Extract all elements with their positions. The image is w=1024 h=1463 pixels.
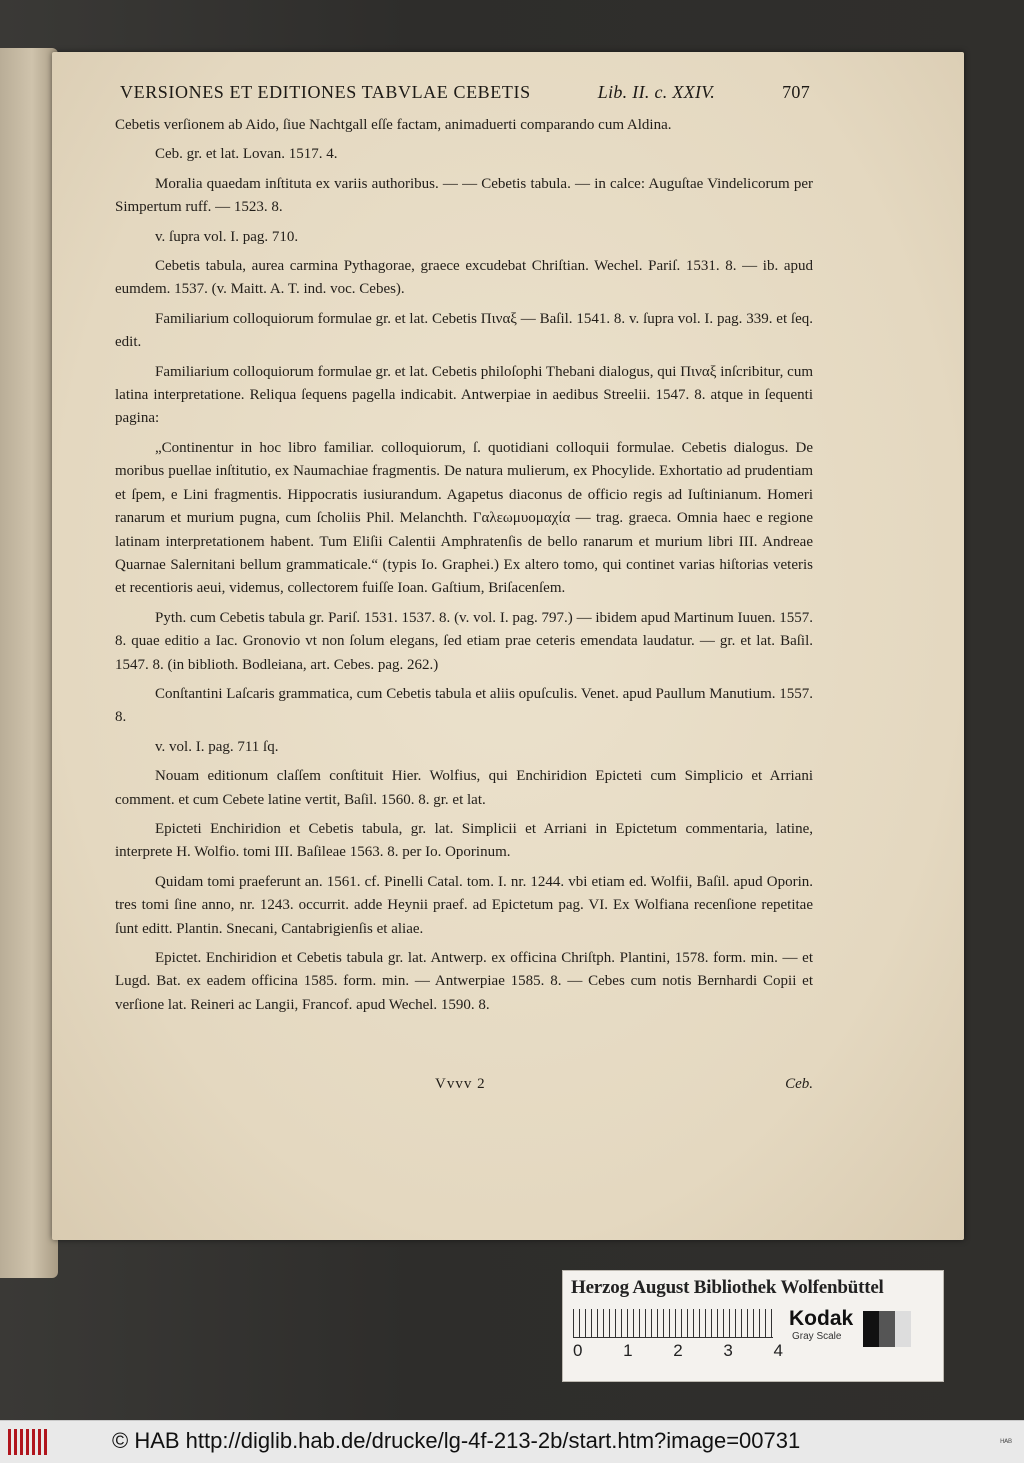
- paragraph: Familiarium colloquiorum formulae gr. et lat. Cebetis philoſophi Thebani dialogus, qui Πιναξ inſcribitur, cum latina interpretatione. Reliqua ſequens pagella indicabit. Antwerpiae in aedibus Streelii. 1547. 8. atque in ſequenti pagina:: [115, 363, 813, 427]
- gray-patches: [863, 1311, 911, 1347]
- page-footer: [115, 1076, 813, 1093]
- paragraph: Moralia quaedam inſtituta ex variis authoribus. — — Cebetis tabula. — in calce: Auguſtae Vindelicorum per Simpertum ruff. — 1523. 8.: [115, 175, 813, 216]
- paragraph: Cebetis verſionem ab Aido, ſiue Nachtgall eſſe factam, animaduerti comparando cum Aldina.: [115, 117, 672, 133]
- catchword: Ceb.: [785, 1076, 813, 1092]
- gray-scale-label: Gray Scale: [792, 1331, 842, 1342]
- paragraph: Ceb. gr. et lat. Lovan. 1517. 4.: [155, 146, 338, 163]
- ruler-number: 4: [773, 1341, 783, 1360]
- paragraph: Nouam editionum claſſem conſtituit Hier. Wolfius, qui Enchiridion Epicteti cum Simplicio et Arriani comment. et cum Cebete latine vertit, Baſil. 1560. 8. gr. et lat.: [115, 768, 813, 808]
- ruler-number: 2: [673, 1341, 683, 1360]
- paragraph: Conſtantini Laſcaris grammatica, cum Cebetis tabula et aliis opuſculis. Venet. apud Paullum Manutium. 1557. 8.: [115, 685, 813, 726]
- gray-patch: [879, 1311, 895, 1347]
- paragraph: Epicteti Enchiridion et Cebetis tabula, gr. lat. Simplicii et Arriani in Epictetum commentaria, latine, interprete H. Wolfio. tomi III. Baſileae 1563. 8. per Io. Oporinum.: [115, 820, 813, 861]
- page-number: 707: [782, 82, 810, 102]
- ruler-number: 0: [573, 1341, 583, 1360]
- ruler-numbers: [573, 1341, 783, 1361]
- paragraph: Familiarium colloquiorum formulae gr. et lat. Cebetis Πιναξ — Baſil. 1541. 8. v. ſupra vol. I. pag. 339. et ſeq. edit.: [115, 310, 813, 351]
- body-text: [115, 114, 813, 1023]
- header-title: VERSIONES ET EDITIONES TABVLAE CEBETIS: [120, 82, 531, 102]
- scale-ruler: [573, 1309, 773, 1338]
- library-name: Herzog August Bibliothek Wolfenbüttel: [571, 1277, 884, 1298]
- running-header: [120, 82, 810, 103]
- paragraph: Pyth. cum Cebetis tabula gr. Pariſ. 1531. 1537. 8. (v. vol. I. pag. 797.) — ibidem apud Martinum Iuuen. 1557. 8. quae editio a Iac. Gronovio vt non ſolum elegans, ſed etiam prae ceteris emendata laudatur. — gr. et lat. Baſil. 1547. 8. (in biblioth. Bodleiana, art. Cebes. pag. 262.): [115, 609, 813, 673]
- side-mark: ᴴᴬᴮ: [1000, 1437, 1012, 1447]
- copyright-bar: [0, 1420, 1024, 1463]
- gray-patch: [895, 1311, 911, 1347]
- hab-logo-icon: [8, 1429, 48, 1455]
- paragraph: Epictet. Enchiridion et Cebetis tabula gr. lat. Antwerp. ex officina Chriſtph. Plantini, 1578. form. min. — et Lugd. Bat. ex eadem officina 1585. form. min. — Antwerpiae 1585. 8. — Cebes cum notis Bernhardi Copii et verſione lat. Reineri ac Langii, Francof. apud Wechel. 1590. 8.: [115, 950, 813, 1013]
- ruler-number: 1: [623, 1341, 633, 1360]
- copyright-url: © HAB http://diglib.hab.de/drucke/lg-4f-213-2b/start.htm?image=00731: [112, 1428, 801, 1453]
- paragraph: Cebetis tabula, aurea carmina Pythagorae, graece excudebat Chriſtian. Wechel. Pariſ. 1531. 8. — ib. apud eumdem. 1537. (v. Maitt. A. T. ind. voc. Cebes).: [115, 258, 813, 298]
- gray-patch: [863, 1311, 879, 1347]
- paragraph: v. ſupra vol. I. pag. 710.: [155, 228, 299, 245]
- ruler-number: 3: [723, 1341, 733, 1360]
- facing-page-edge: [0, 48, 58, 1278]
- paragraph: v. vol. I. pag. 711 ſq.: [155, 738, 279, 755]
- kodak-brand: Kodak: [789, 1307, 854, 1330]
- color-calibration-target: [562, 1270, 944, 1382]
- header-reference: Lib. II. c. XXIV.: [597, 82, 716, 102]
- paragraph: Quidam tomi praeferunt an. 1561. cf. Pinelli Catal. tom. I. nr. 1244. vbi etiam ed. Wolfii, Baſil. apud Oporin. tres tomi ſine anno, nr. 1243. occurrit. adde Heynii praef. ad Epictetum pag. VI. Ex Wolfiana recenſione repetitae ſunt editt. Plantin. Snecani, Cantabrigienſis et aliae.: [115, 873, 813, 937]
- signature-mark: Vvvv 2: [435, 1076, 486, 1092]
- quoted-paragraph: „Continentur in hoc libro familiar. colloquiorum, ſ. quotidiani colloquii formulae. Cebetis dialogus. De moribus puellae inſtitutio, ex Naumachiae fragmentis. De natura mulierum, ex Phocylide. Exhortatio ad prudentiam et ſpem, e Lini fragmentis. Hippocratis iusiurandum. Agapetus diaconus de officio regis ad Iuſtinianum. Homeri ranarum et murium pugna, cum ſcholiis Phil. Melanchth. Γαλεωμυομαχία — trag. graeca. Omnia haec e regione latinam interpretationem habent. Tum Eliſii Calentii Amphratenſis de bello ranarum et murium libri III. Andreae Quarnae Salernitani bellum grammaticale.“ (typis Io. Graphei.) Ex altero tomo, qui continet varias hiſtorias veteris et recentioris aeui, videmus, collectorem fuiſſe Ioan. Gaſtium, Briſacenſem.: [115, 439, 813, 597]
